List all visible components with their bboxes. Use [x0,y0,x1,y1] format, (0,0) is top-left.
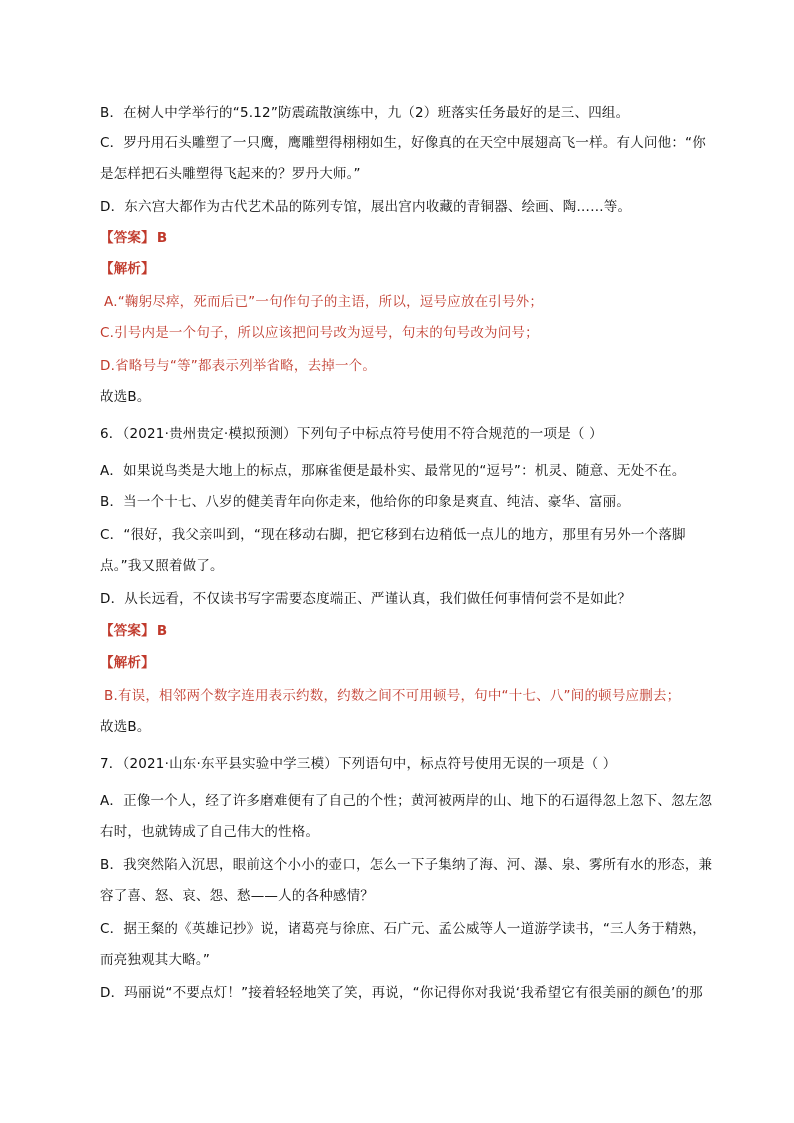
option-d-line: D．东六宫大都作为古代艺术品的陈列专馆，展出宫内收藏的青铜器、绘画、陶……等。 [100,199,632,215]
question-6-stem: 6．（2021·贵州贵定·模拟预测）下列句子中标点符号使用不符合规范的一项是（ ） [100,426,603,442]
question-7-option-a-2: 右时，也就铸成了自己伟大的性格。 [100,824,320,840]
conclusion-2: 故选B。 [100,719,151,735]
answer-value-1: B [156,230,168,246]
analysis-1-line-a: A.“鞠躬尽瘁，死而后已”一句作句子的主语，所以，逗号应放在引号外； [104,294,544,310]
conclusion-1: 故选B。 [100,389,151,405]
question-6-option-c-1: C．“很好，我父亲叫到，“现在移动右脚，把它移到右边稍低一点儿的地方，那里有另外一个落脚 [100,527,686,543]
question-7-option-d-1: D．玛丽说“不要点灯！”接着轻轻地笑了笑，再说，“你记得你对我说‘我希望它有很美丽的颜色’的那 [100,985,703,1001]
analysis-1-line-d: D.省略号与“等”都表示列举省略，去掉一个。 [100,358,377,374]
question-7-option-c-2: 而亮独观其大略。” [100,952,211,968]
answer-bracket-close: 】 [141,230,155,246]
option-c-line-2: 是怎样把石头雕塑得飞起来的？罗丹大师。” [100,166,361,182]
answer-value-2: B [156,623,168,639]
analysis-2-line-b: B.有误，相邻两个数字连用表示约数，约数之间不可用顿号，句中“十七、八”间的顿号应删去； [104,688,681,704]
option-c-line-1: C．罗丹用石头雕塑了一只鹰，鹰雕塑得栩栩如生，好像真的在天空中展翅高飞一样。有人问他：“你 [100,135,706,151]
question-7-stem: 7．（2021·山东·东平县实验中学三模）下列语句中，标点符号使用无误的一项是（ ） [100,756,617,772]
question-7-option-b-1: B．我突然陷入沉思，眼前这个小小的壶口，怎么一下子集纳了海、河、瀑、泉、雾所有水的形态，兼 [100,857,713,873]
answer-bracket-open: 【 [100,623,114,639]
answer-tag-2 [100,622,720,640]
answer-label: 答案 [113,230,142,246]
question-6-option-d: D．从长远看，不仅读书写字需要态度端正、严谨认真，我们做任何事情何尝不是如此？ [100,591,632,607]
answer-bracket-open: 【 [100,230,114,246]
analysis-bracket-open: 【 [100,655,114,671]
question-6-option-a: A．如果说鸟类是大地上的标点，那麻雀便是最朴实、最常见的“逗号”：机灵、随意、无处不在。 [100,463,686,479]
question-7-option-c-1: C．据王粲的《英雄记抄》说，诸葛亮与徐庶、石广元、孟公威等人一道游学读书，“三人务于精熟， [100,921,706,937]
analysis-bracket-open: 【 [100,261,114,277]
question-7-option-b-2: 容了喜、怒、哀、怨、愁——人的各种感情？ [100,888,374,904]
question-6-option-b: B．当一个十七、八岁的健美青年向你走来，他给你的印象是爽直、纯洁、豪华、富丽。 [100,494,631,510]
analysis-1-line-c: C.引号内是一个句子，所以应该把问号改为逗号，句末的句号改为问号； [100,325,539,341]
option-b-line: B．在树人中学举行的“5.12”防震疏散演练中，九（2）班落实任务最好的是三、四组。 [100,105,630,121]
analysis-bracket-close: 】 [141,655,155,671]
analysis-tag-2 [100,654,720,672]
answer-bracket-close: 】 [141,623,155,639]
question-6-option-c-2: 点。”我又照着做了。 [100,558,224,574]
question-7-option-a-1: A．正像一个人，经了许多磨难便有了自己的个性；黄河被两岸的山、地下的石逼得忽上忽下、忽左忽 [100,793,713,809]
analysis-label: 解析 [113,261,142,277]
answer-label: 答案 [113,623,142,639]
analysis-bracket-close: 】 [141,261,155,277]
answer-tag-1 [100,229,720,247]
analysis-label: 解析 [113,655,142,671]
analysis-tag-1 [100,260,720,278]
